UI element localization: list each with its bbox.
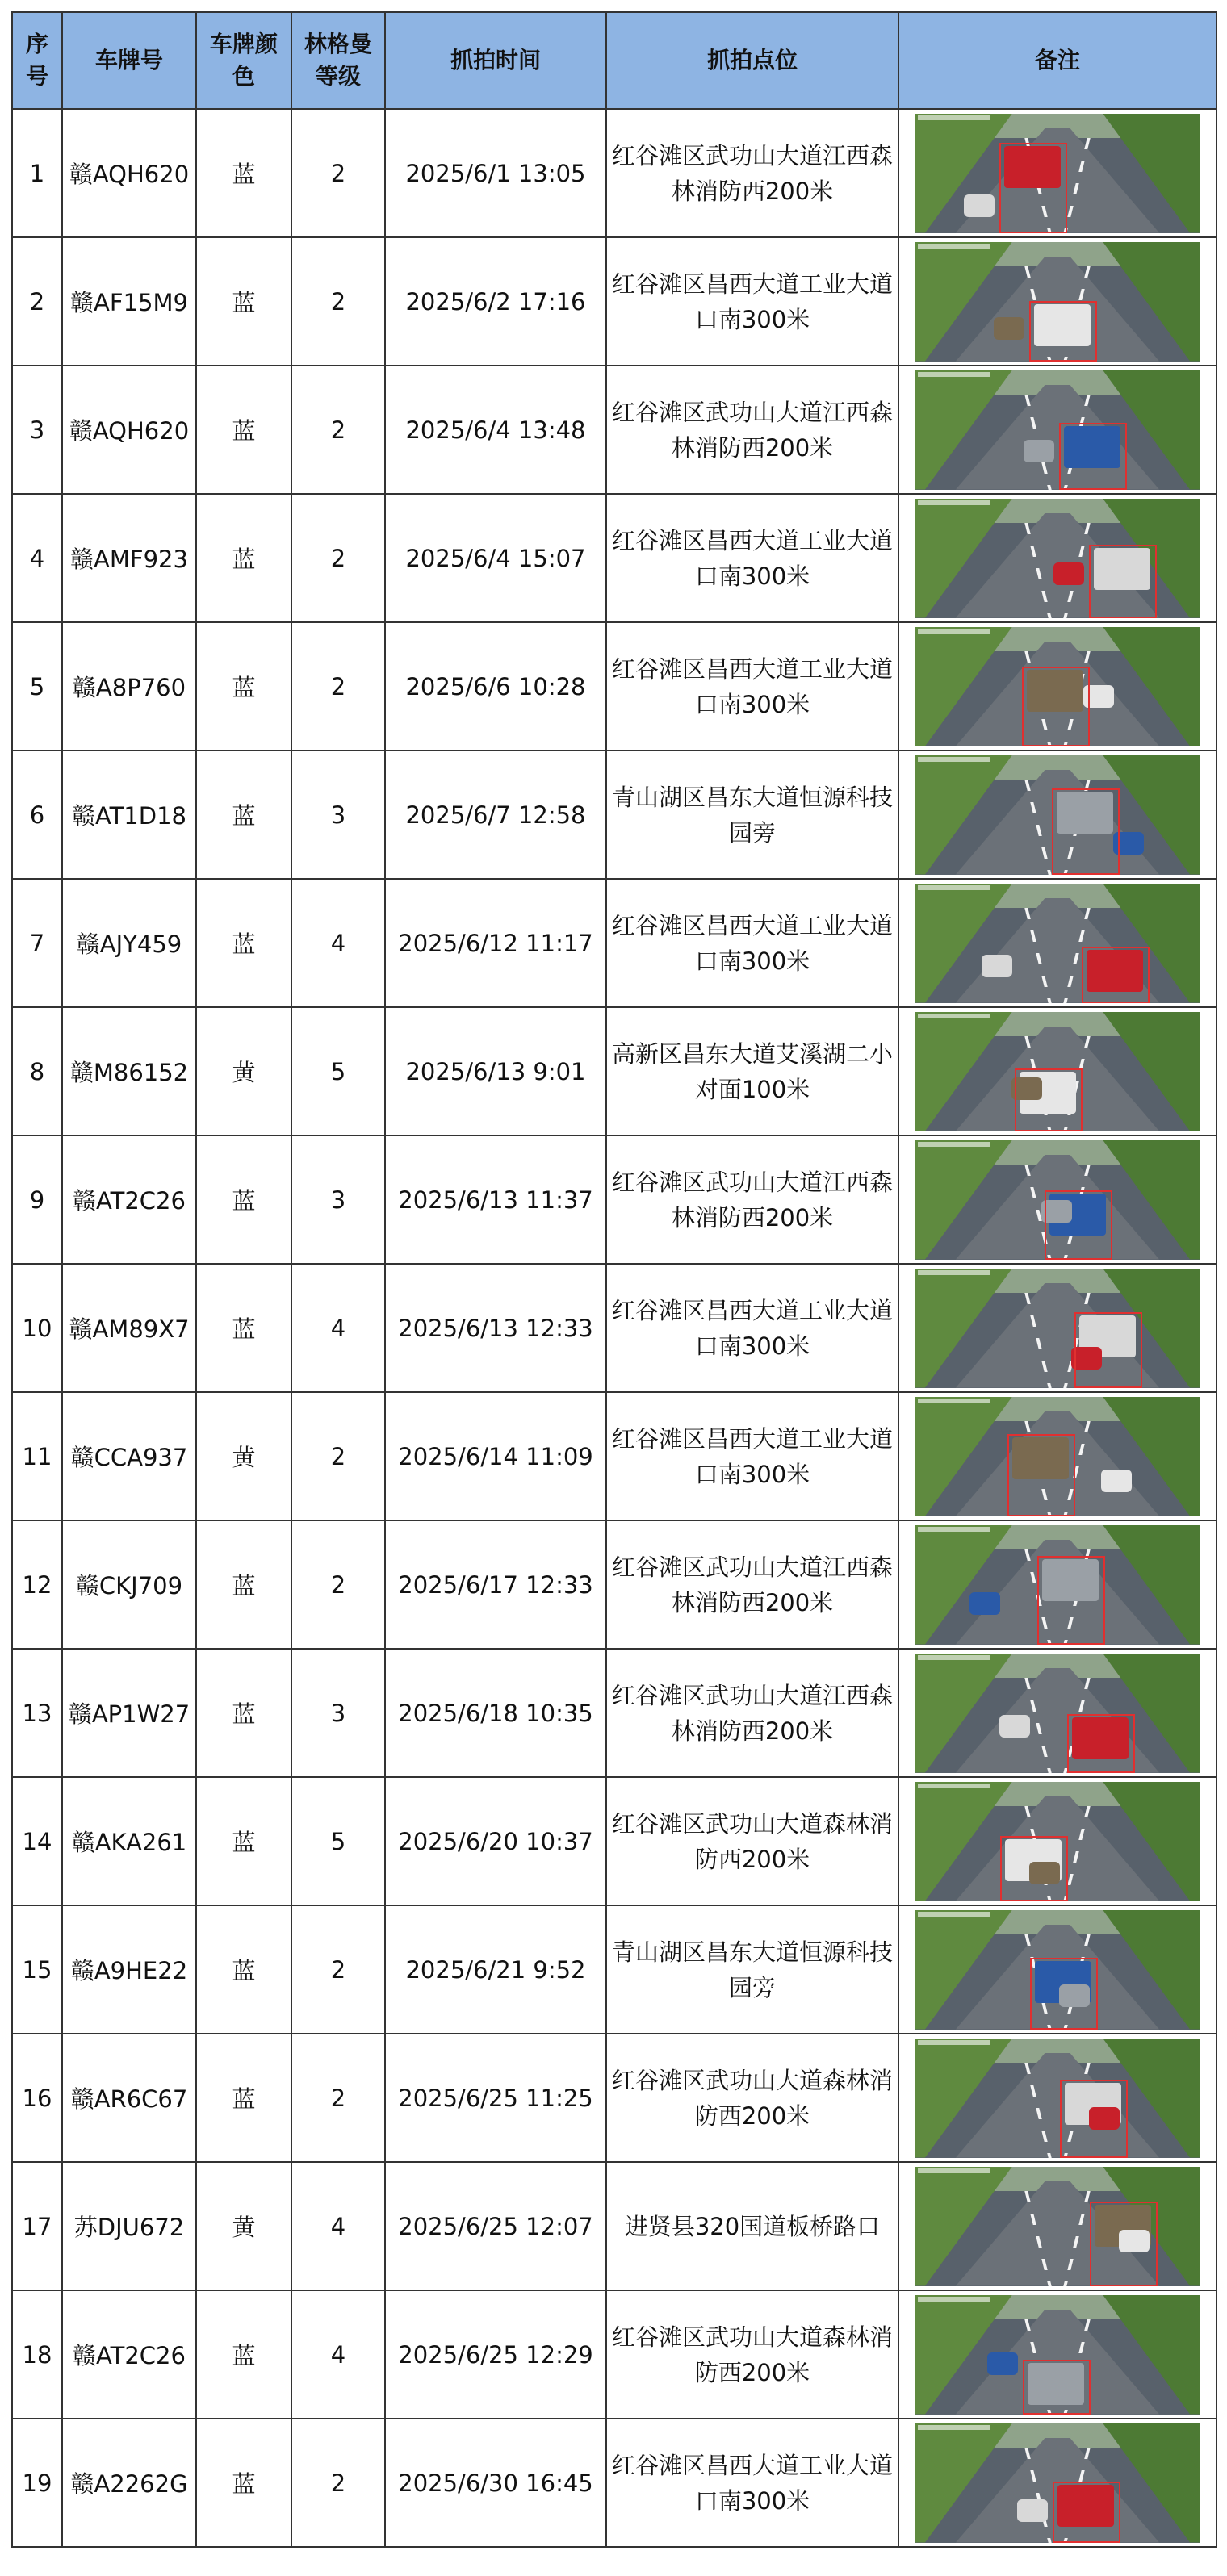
header-index: 序号 bbox=[12, 12, 62, 109]
cell-plate-color: 蓝 bbox=[196, 494, 291, 622]
table-header-row bbox=[12, 12, 1217, 109]
table-row bbox=[12, 751, 1217, 879]
cell-ringelmann-level: 5 bbox=[291, 1777, 385, 1905]
road-snapshot-image[interactable] bbox=[915, 242, 1200, 362]
cell-ringelmann-level: 3 bbox=[291, 751, 385, 879]
cell-index: 10 bbox=[12, 1264, 62, 1392]
cell-plate-color: 蓝 bbox=[196, 622, 291, 751]
cell-ringelmann-level: 2 bbox=[291, 2419, 385, 2547]
cell-ringelmann-level: 2 bbox=[291, 109, 385, 237]
cell-ringelmann-level: 2 bbox=[291, 622, 385, 751]
header-plate-color: 车牌颜色 bbox=[196, 12, 291, 109]
cell-capture-time: 2025/6/25 12:29 bbox=[385, 2290, 606, 2419]
cell-capture-time: 2025/6/25 12:07 bbox=[385, 2162, 606, 2290]
cell-capture-location: 红谷滩区武功山大道江西森林消防西200米 bbox=[606, 109, 898, 237]
cell-capture-time: 2025/6/13 9:01 bbox=[385, 1007, 606, 1135]
table-row bbox=[12, 1649, 1217, 1777]
cell-plate: 赣AT2C26 bbox=[62, 2290, 196, 2419]
cell-plate: 赣A8P760 bbox=[62, 622, 196, 751]
cell-plate-color: 蓝 bbox=[196, 879, 291, 1007]
cell-capture-time: 2025/6/4 15:07 bbox=[385, 494, 606, 622]
cell-index: 13 bbox=[12, 1649, 62, 1777]
cell-capture-time: 2025/6/6 10:28 bbox=[385, 622, 606, 751]
cell-ringelmann-level: 3 bbox=[291, 1135, 385, 1264]
table-row bbox=[12, 1520, 1217, 1649]
table-row bbox=[12, 1007, 1217, 1135]
cell-plate-color: 黄 bbox=[196, 1392, 291, 1520]
cell-capture-location: 进贤县320国道板桥路口 bbox=[606, 2162, 898, 2290]
cell-plate: 赣AMF923 bbox=[62, 494, 196, 622]
table-row bbox=[12, 1264, 1217, 1392]
cell-capture-location: 红谷滩区武功山大道森林消防西200米 bbox=[606, 2290, 898, 2419]
cell-capture-location: 红谷滩区武功山大道江西森林消防西200米 bbox=[606, 366, 898, 494]
cell-capture-location: 红谷滩区昌西大道工业大道口南300米 bbox=[606, 2419, 898, 2547]
road-snapshot-image[interactable] bbox=[915, 1269, 1200, 1388]
cell-index: 14 bbox=[12, 1777, 62, 1905]
cell-plate-color: 蓝 bbox=[196, 366, 291, 494]
cell-plate-color: 黄 bbox=[196, 1007, 291, 1135]
cell-index: 1 bbox=[12, 109, 62, 237]
road-snapshot-image[interactable] bbox=[915, 1397, 1200, 1516]
cell-plate-color: 蓝 bbox=[196, 1649, 291, 1777]
cell-capture-time: 2025/6/30 16:45 bbox=[385, 2419, 606, 2547]
cell-index: 8 bbox=[12, 1007, 62, 1135]
cell-capture-time: 2025/6/25 11:25 bbox=[385, 2034, 606, 2162]
road-snapshot-image[interactable] bbox=[915, 2423, 1200, 2543]
cell-remark bbox=[898, 2419, 1217, 2547]
road-snapshot-image[interactable] bbox=[915, 884, 1200, 1003]
cell-index: 9 bbox=[12, 1135, 62, 1264]
cell-capture-location: 青山湖区昌东大道恒源科技园旁 bbox=[606, 751, 898, 879]
cell-plate: 赣A2262G bbox=[62, 2419, 196, 2547]
cell-plate: 赣AQH620 bbox=[62, 109, 196, 237]
cell-plate: 赣CCA937 bbox=[62, 1392, 196, 1520]
cell-remark bbox=[898, 1649, 1217, 1777]
table-row bbox=[12, 237, 1217, 366]
cell-ringelmann-level: 2 bbox=[291, 366, 385, 494]
cell-ringelmann-level: 2 bbox=[291, 1520, 385, 1649]
cell-remark bbox=[898, 1905, 1217, 2034]
cell-ringelmann-level: 2 bbox=[291, 237, 385, 366]
cell-index: 18 bbox=[12, 2290, 62, 2419]
header-capture-location: 抓拍点位 bbox=[606, 12, 898, 109]
cell-capture-location: 红谷滩区昌西大道工业大道口南300米 bbox=[606, 1264, 898, 1392]
cell-ringelmann-level: 4 bbox=[291, 2290, 385, 2419]
cell-plate-color: 蓝 bbox=[196, 1905, 291, 2034]
cell-remark bbox=[898, 879, 1217, 1007]
cell-index: 12 bbox=[12, 1520, 62, 1649]
cell-capture-location: 红谷滩区武功山大道江西森林消防西200米 bbox=[606, 1520, 898, 1649]
table-row bbox=[12, 1135, 1217, 1264]
cell-plate-color: 蓝 bbox=[196, 1777, 291, 1905]
cell-plate: 赣A9HE22 bbox=[62, 1905, 196, 2034]
cell-plate: 赣AT1D18 bbox=[62, 751, 196, 879]
cell-capture-location: 红谷滩区昌西大道工业大道口南300米 bbox=[606, 879, 898, 1007]
cell-capture-time: 2025/6/1 13:05 bbox=[385, 109, 606, 237]
cell-remark bbox=[898, 1007, 1217, 1135]
cell-remark bbox=[898, 494, 1217, 622]
cell-capture-time: 2025/6/2 17:16 bbox=[385, 237, 606, 366]
cell-remark bbox=[898, 366, 1217, 494]
header-plate: 车牌号 bbox=[62, 12, 196, 109]
cell-plate-color: 蓝 bbox=[196, 2290, 291, 2419]
cell-plate-color: 蓝 bbox=[196, 2419, 291, 2547]
cell-index: 19 bbox=[12, 2419, 62, 2547]
cell-capture-time: 2025/6/7 12:58 bbox=[385, 751, 606, 879]
cell-plate-color: 蓝 bbox=[196, 1520, 291, 1649]
cell-plate: 赣M86152 bbox=[62, 1007, 196, 1135]
cell-remark bbox=[898, 622, 1217, 751]
cell-remark bbox=[898, 237, 1217, 366]
cell-capture-location: 红谷滩区昌西大道工业大道口南300米 bbox=[606, 237, 898, 366]
cell-capture-location: 红谷滩区武功山大道森林消防西200米 bbox=[606, 1777, 898, 1905]
cell-plate: 赣AQH620 bbox=[62, 366, 196, 494]
road-snapshot-image[interactable] bbox=[915, 627, 1200, 746]
cell-ringelmann-level: 2 bbox=[291, 2034, 385, 2162]
cell-capture-time: 2025/6/20 10:37 bbox=[385, 1777, 606, 1905]
cell-capture-location: 红谷滩区武功山大道江西森林消防西200米 bbox=[606, 1649, 898, 1777]
road-snapshot-image[interactable] bbox=[915, 2039, 1200, 2158]
cell-remark bbox=[898, 1777, 1217, 1905]
cell-plate: 赣AT2C26 bbox=[62, 1135, 196, 1264]
road-snapshot-image[interactable] bbox=[915, 1654, 1200, 1773]
road-snapshot-image[interactable] bbox=[915, 2167, 1200, 2286]
cell-index: 11 bbox=[12, 1392, 62, 1520]
cell-ringelmann-level: 4 bbox=[291, 1264, 385, 1392]
header-remark: 备注 bbox=[898, 12, 1217, 109]
road-snapshot-image[interactable] bbox=[915, 1910, 1200, 2030]
cell-index: 6 bbox=[12, 751, 62, 879]
cell-remark bbox=[898, 751, 1217, 879]
cell-remark bbox=[898, 1264, 1217, 1392]
cell-capture-location: 红谷滩区武功山大道江西森林消防西200米 bbox=[606, 1135, 898, 1264]
cell-plate: 赣AP1W27 bbox=[62, 1649, 196, 1777]
cell-capture-time: 2025/6/4 13:48 bbox=[385, 366, 606, 494]
cell-index: 3 bbox=[12, 366, 62, 494]
cell-ringelmann-level: 2 bbox=[291, 1905, 385, 2034]
cell-plate-color: 蓝 bbox=[196, 237, 291, 366]
cell-index: 15 bbox=[12, 1905, 62, 2034]
cell-capture-location: 红谷滩区昌西大道工业大道口南300米 bbox=[606, 494, 898, 622]
cell-ringelmann-level: 4 bbox=[291, 879, 385, 1007]
cell-capture-location: 红谷滩区昌西大道工业大道口南300米 bbox=[606, 622, 898, 751]
cell-index: 17 bbox=[12, 2162, 62, 2290]
table-row bbox=[12, 1392, 1217, 1520]
cell-plate: 赣AKA261 bbox=[62, 1777, 196, 1905]
table-row bbox=[12, 2162, 1217, 2290]
cell-capture-time: 2025/6/13 12:33 bbox=[385, 1264, 606, 1392]
cell-ringelmann-level: 3 bbox=[291, 1649, 385, 1777]
cell-plate-color: 蓝 bbox=[196, 2034, 291, 2162]
road-snapshot-image[interactable] bbox=[915, 1012, 1200, 1131]
cell-remark bbox=[898, 2290, 1217, 2419]
cell-ringelmann-level: 2 bbox=[291, 494, 385, 622]
cell-capture-time: 2025/6/18 10:35 bbox=[385, 1649, 606, 1777]
table-row bbox=[12, 879, 1217, 1007]
cell-capture-location: 青山湖区昌东大道恒源科技园旁 bbox=[606, 1905, 898, 2034]
cell-index: 7 bbox=[12, 879, 62, 1007]
cell-plate: 苏DJU672 bbox=[62, 2162, 196, 2290]
road-snapshot-image[interactable] bbox=[915, 1782, 1200, 1901]
table-row bbox=[12, 109, 1217, 237]
table-row bbox=[12, 2290, 1217, 2419]
cell-plate-color: 黄 bbox=[196, 2162, 291, 2290]
table-row bbox=[12, 366, 1217, 494]
road-snapshot-image[interactable] bbox=[915, 499, 1200, 618]
road-snapshot-image[interactable] bbox=[915, 1525, 1200, 1645]
cell-index: 16 bbox=[12, 2034, 62, 2162]
cell-index: 2 bbox=[12, 237, 62, 366]
cell-plate: 赣AJY459 bbox=[62, 879, 196, 1007]
table-body bbox=[12, 109, 1217, 2547]
table-row bbox=[12, 2034, 1217, 2162]
road-snapshot-image[interactable] bbox=[915, 2295, 1200, 2415]
road-snapshot-image[interactable] bbox=[915, 755, 1200, 875]
header-capture-time: 抓拍时间 bbox=[385, 12, 606, 109]
table-row bbox=[12, 622, 1217, 751]
cell-index: 4 bbox=[12, 494, 62, 622]
cell-plate: 赣AR6C67 bbox=[62, 2034, 196, 2162]
header-ringelmann-level: 林格曼等级 bbox=[291, 12, 385, 109]
table-row bbox=[12, 494, 1217, 622]
cell-plate-color: 蓝 bbox=[196, 109, 291, 237]
road-snapshot-image[interactable] bbox=[915, 1140, 1200, 1260]
table-row bbox=[12, 1905, 1217, 2034]
cell-capture-location: 高新区昌东大道艾溪湖二小对面100米 bbox=[606, 1007, 898, 1135]
emission-record-table bbox=[11, 11, 1217, 2548]
table-row bbox=[12, 2419, 1217, 2547]
cell-remark bbox=[898, 2162, 1217, 2290]
cell-ringelmann-level: 5 bbox=[291, 1007, 385, 1135]
road-snapshot-image[interactable] bbox=[915, 114, 1200, 233]
cell-remark bbox=[898, 1520, 1217, 1649]
cell-ringelmann-level: 2 bbox=[291, 1392, 385, 1520]
cell-capture-location: 红谷滩区昌西大道工业大道口南300米 bbox=[606, 1392, 898, 1520]
cell-remark bbox=[898, 1135, 1217, 1264]
cell-capture-time: 2025/6/12 11:17 bbox=[385, 879, 606, 1007]
cell-capture-time: 2025/6/14 11:09 bbox=[385, 1392, 606, 1520]
cell-capture-time: 2025/6/17 12:33 bbox=[385, 1520, 606, 1649]
cell-remark bbox=[898, 109, 1217, 237]
cell-plate-color: 蓝 bbox=[196, 1135, 291, 1264]
cell-plate: 赣AM89X7 bbox=[62, 1264, 196, 1392]
cell-capture-time: 2025/6/21 9:52 bbox=[385, 1905, 606, 2034]
table-row bbox=[12, 1777, 1217, 1905]
cell-index: 5 bbox=[12, 622, 62, 751]
cell-plate: 赣AF15M9 bbox=[62, 237, 196, 366]
cell-capture-location: 红谷滩区武功山大道森林消防西200米 bbox=[606, 2034, 898, 2162]
cell-remark bbox=[898, 2034, 1217, 2162]
cell-plate: 赣CKJ709 bbox=[62, 1520, 196, 1649]
cell-ringelmann-level: 4 bbox=[291, 2162, 385, 2290]
cell-remark bbox=[898, 1392, 1217, 1520]
road-snapshot-image[interactable] bbox=[915, 370, 1200, 490]
cell-plate-color: 蓝 bbox=[196, 751, 291, 879]
cell-plate-color: 蓝 bbox=[196, 1264, 291, 1392]
cell-capture-time: 2025/6/13 11:37 bbox=[385, 1135, 606, 1264]
